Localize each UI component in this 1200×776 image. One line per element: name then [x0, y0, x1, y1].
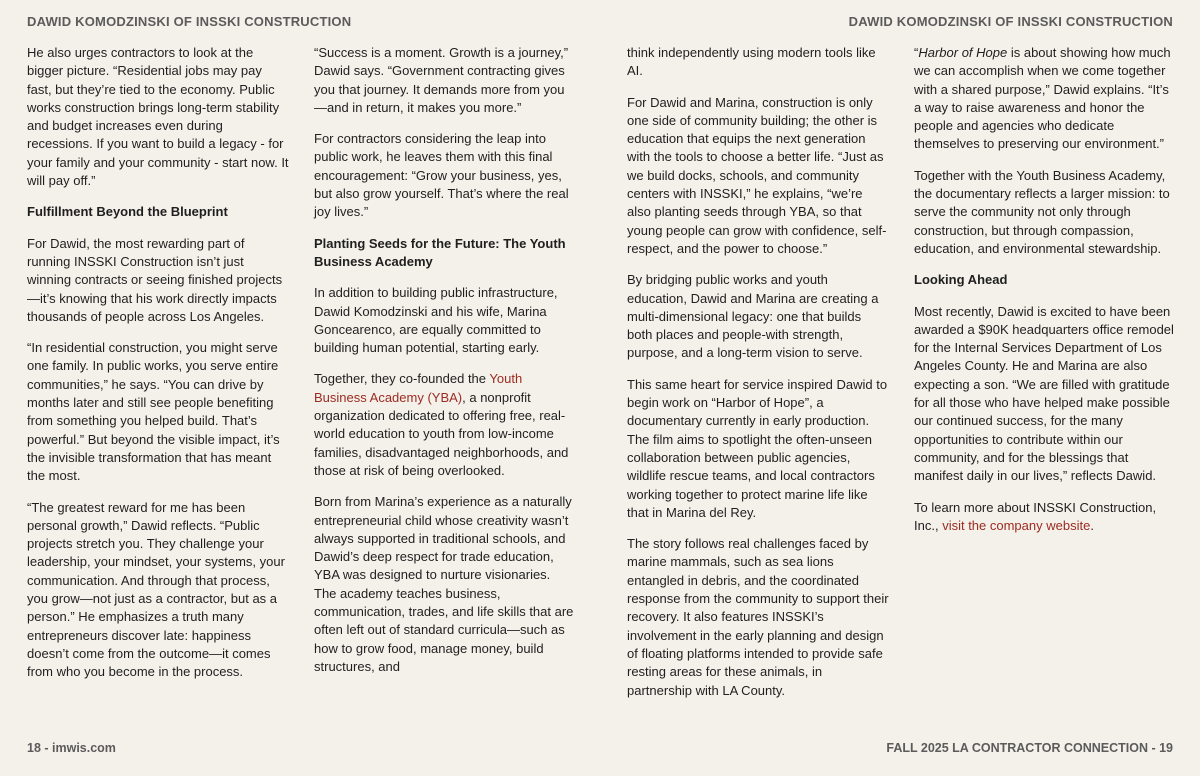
paragraph: “The greatest reward for me has been personal growth,” Dawid reflects. “Public projects stretch you. They challenge your leadership, your mindset, your systems, your communication. And through that process, you grow—not just as a contractor, but as a person.” He emphasizes a truth many entrepreneurs discover late: happiness doesn’t come from the outcome—it comes from who you become in the process. — [27, 499, 285, 680]
paragraph — [914, 499, 1176, 536]
documentary-title: Harbor of Hope — [918, 45, 1008, 60]
paragraph: For contractors considering the leap into public work, he leaves them with this final encouragement: “Grow your business, yes, but also grow yourself. That’s where the real joy lives.” — [314, 131, 569, 220]
paragraph: For Dawid and Marina, construction is only one side of community building; the other is education that equips the next generation with the tools to choose a better life. “Just as we build docks, schools, and community centers with INSSKI,” he explains, “we’re also planting seeds through YBA, so that young people can grow with confidence, self-respect, and the power to choose.” — [627, 94, 887, 256]
text-span: “ — [914, 45, 919, 60]
text-span: , a nonprofit organization dedicated to offering free, real-world education to youth from low-income families, disadvantaged neighborhoods, and those at risk of being overlooked. — [314, 389, 569, 478]
text-span: is about showing how much we can accomplish when we come together with a shared purpose,” Dawid explains. “It’s a way to raise awareness and honor the people and agencies who dedicate themselves to preserving our environment.” — [914, 45, 1171, 152]
paragraph: Born from Marina’s experience as a naturally entrepreneurial child whose creativity wasn’t always supported in traditional schools, and Dawid’s deep respect for trade education, YBA was designed to nurture visionaries. The academy teaches business, communication, trades, and life skills that are often left out of standard curricula—such as how to grow food, manage money, build structures, and — [314, 494, 574, 674]
text-span: . — [1090, 517, 1094, 533]
text-span: To learn more about INSSKI Construction, Inc., — [914, 499, 1157, 533]
paragraph — [914, 44, 1176, 154]
paragraph: Most recently, Dawid is excited to have been awarded a $90K headquarters office remodel for the Internal Services Department of Los Angeles County. He and Marina are also expecting a son. “We are filled with gratitude for all those who have helped make possible our continued success, for the many opportunities to contribute within our community, and for the blessings that manifest daily in our lives,” reflects Dawid. — [914, 303, 1174, 484]
company-website-link[interactable]: visit the company website — [942, 517, 1091, 533]
paragraph: In addition to building public infrastructure, Dawid Komodzinski and his wife, Marina Goncearenco, are equally committed to building human potential, starting early. — [314, 285, 558, 356]
article-column-3 — [627, 44, 889, 713]
text-span: Together, they co-founded the — [314, 371, 490, 387]
paragraph: By bridging public works and youth education, Dawid and Marina are creating a multi-dimensional legacy: one that builds both places and people-with strength, purpose, and a long-term vision to serve. — [627, 272, 879, 361]
article-column-4 — [914, 44, 1176, 548]
page-footer-right: FALL 2025 LA CONTRACTOR CONNECTION - 19 — [886, 741, 1173, 755]
section-heading-fulfillment: Fulfillment Beyond the Blueprint — [27, 204, 228, 220]
running-head-left: DAWID KOMODZINSKI OF INSSKI CONSTRUCTION — [27, 14, 352, 29]
article-column-1 — [27, 44, 289, 695]
paragraph: This same heart for service inspired Dawid to begin work on “Harbor of Hope”, a documentary currently in early production. The film aims to spotlight the often-unseen collaboration between public agencies, wildlife rescue teams, and local contractors working together to protect marine life like that in Marina del Rey. — [627, 376, 888, 520]
paragraph: “In residential construction, you might serve one family. In public works, you serve entire communities,” he says. “You can drive by months later and still see people benefiting from something you helped build. That’s powerful.” But beyond the visible impact, it’s the invisible transformation that has meant the most. — [27, 340, 280, 484]
running-head-right: DAWID KOMODZINSKI OF INSSKI CONSTRUCTION — [848, 14, 1173, 29]
section-heading-looking-ahead: Looking Ahead — [914, 272, 1008, 288]
paragraph: Together with the Youth Business Academy, the documentary reflects a larger mission: to serve the community not only through construction, but through compassion, education, and environmental stewardship. — [914, 167, 1170, 256]
paragraph: The story follows real challenges faced by marine mammals, such as sea lions entangled in debris, and the coordinated response from the community to support their recovery. It also features INSSKI’s involvement in the early planning and design of floating platforms intended to provide safe resting areas for these animals, in partnership with LA County. — [627, 536, 889, 698]
yba-link[interactable]: Youth Business Academy (YBA) — [314, 371, 523, 405]
page-footer-left: 18 - imwis.com — [27, 741, 116, 755]
paragraph: He also urges contractors to look at the bigger picture. “Residential jobs may pay fast, but they’re tied to the economy. Public works construction brings long-term stability and budget increases even during recessions. If you want to build a legacy - for your family and your community - start now. It will pay off.” — [27, 45, 289, 189]
section-heading-planting-seeds: Planting Seeds for the Future: The Youth Business Academy — [314, 235, 566, 269]
article-column-2 — [314, 44, 576, 689]
paragraph: For Dawid, the most rewarding part of running INSSKI Construction isn’t just winning contracts or seeing finished projects—it’s knowing that his work directly impacts thousands of people across Los Angeles. — [27, 235, 283, 324]
paragraph — [314, 370, 576, 480]
paragraph: “Success is a moment. Growth is a journey,” Dawid says. “Government contracting gives you that journey. It demands more from you—and in return, it makes you more.” — [314, 45, 569, 115]
paragraph: think independently using modern tools like AI. — [627, 45, 876, 79]
